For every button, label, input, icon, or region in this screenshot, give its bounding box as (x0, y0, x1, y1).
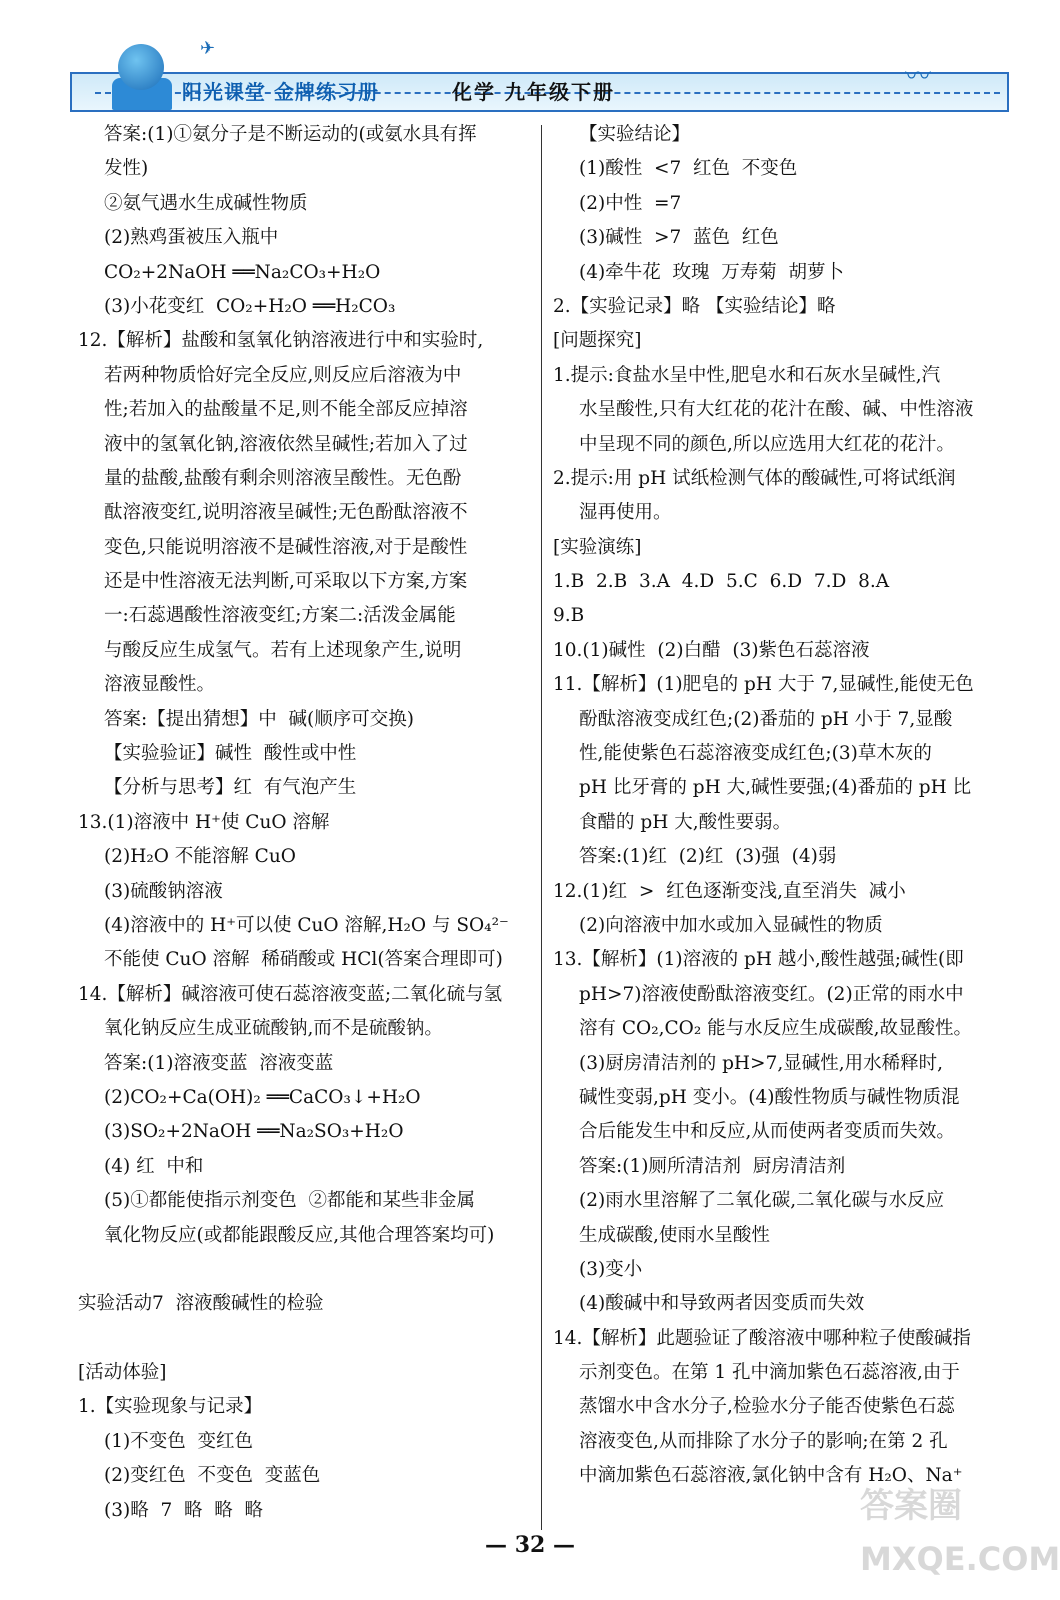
text-line: 实验活动7 溶液酸碱性的检验 (78, 1293, 324, 1315)
text-line: 不能使 CuO 溶解 稀硝酸或 HCl(答案合理即可) (104, 949, 503, 971)
text-line: 溶有 CO₂,CO₂ 能与水反应生成碳酸,故显酸性。 (579, 1018, 972, 1040)
text-line: (1)不变色 变红色 (104, 1430, 253, 1452)
text-line: (2)熟鸡蛋被压入瓶中 (104, 227, 279, 249)
watermark-url: MXQE.COM (860, 1540, 1060, 1578)
text-line: (3)硫酸钠溶液 (104, 880, 223, 902)
text-line: 食醋的 pH 大,酸性要弱。 (579, 811, 792, 833)
text-line: [实验演练] (553, 536, 642, 558)
text-line: 蒸馏水中含水分子,检验水分子能否使紫色石蕊 (579, 1396, 955, 1418)
text-line: 性;若加入的盐酸量不足,则不能全部反应掉溶 (104, 399, 468, 421)
text-line: 【分析与思考】红 有气泡产生 (104, 777, 357, 799)
text-line: 溶液显酸性。 (104, 674, 216, 696)
watermark-logo: 答案圈 (860, 1486, 962, 1526)
text-line: (3)碱性 >7 蓝色 红色 (579, 227, 779, 249)
column-divider (541, 125, 542, 1530)
text-line: 【实验验证】碱性 酸性或中性 (104, 743, 357, 765)
text-line: 12.(1)红 > 红色逐渐变浅,直至消失 减小 (553, 880, 906, 902)
text-line: 10.(1)碱性 (2)白醋 (3)紫色石蕊溶液 (553, 639, 870, 661)
text-line: [活动体验] (78, 1362, 167, 1384)
text-line: 氧化物反应(或都能跟酸反应,其他合理答案均可) (104, 1224, 495, 1246)
text-line: 合后能发生中和反应,从而使两者变质而失效。 (579, 1121, 955, 1143)
text-line: 13.(1)溶液中 H⁺使 CuO 溶解 (78, 811, 330, 833)
text-line: (3)厨房清洁剂的 pH>7,显碱性,用水稀释时, (579, 1052, 943, 1074)
text-line: 示剂变色。在第 1 孔中滴加紫色石蕊溶液,由于 (579, 1362, 960, 1384)
text-line: (3)小花变红 CO₂+H₂O ══H₂CO₃ (104, 295, 396, 317)
text-line: 酚酞溶液变成红色;(2)番茄的 pH 小于 7,显酸 (579, 708, 953, 730)
text-line: (3)变小 (579, 1258, 643, 1280)
text-line: 与酸反应生成氢气。若有上述现象产生,说明 (104, 639, 462, 661)
text-line: (2)变红色 不变色 变蓝色 (104, 1465, 321, 1487)
page-number: — 32 — (485, 1532, 575, 1558)
text-line: 中呈现不同的颜色,所以应选用大红花的花汁。 (579, 433, 955, 455)
right-column (553, 118, 1008, 1494)
text-line: (2)向溶液中加水或加入显碱性的物质 (579, 914, 883, 936)
text-line: (2)雨水里溶解了二氧化碳,二氧化碳与水反应 (579, 1190, 945, 1212)
text-line: 2.提示:用 pH 试纸检测气体的酸碱性,可将试纸润 (553, 467, 956, 489)
text-line: 生成碳酸,使雨水呈酸性 (579, 1224, 770, 1246)
book-subject: 化学 九年级下册 (452, 80, 615, 104)
text-line: 1.B 2.B 3.A 4.D 5.C 6.D 7.D 8.A (553, 571, 890, 593)
text-line: 液中的氢氧化钠,溶液依然呈碱性;若加入了过 (104, 433, 468, 455)
text-line: (3)略 7 略 略 略 (104, 1499, 264, 1521)
text-line: 9.B (553, 605, 585, 627)
text-line: 2.【实验记录】略 【实验结论】略 (553, 295, 836, 317)
text-line: 溶液变色,从而排除了水分子的影响;在第 2 孔 (579, 1430, 948, 1452)
logo-icon (118, 44, 164, 90)
text-line (78, 1253, 530, 1287)
text-line: CO₂+2NaOH ══Na₂CO₃+H₂O (104, 261, 381, 283)
text-line: (2)中性 =7 (579, 192, 682, 214)
text-line: 氧化钠反应生成亚硫酸钠,而不是硫酸钠。 (104, 1018, 443, 1040)
text-line: ②氨气遇水生成碱性物质 (104, 192, 308, 214)
text-line: 1.【实验现象与记录】 (78, 1396, 263, 1418)
text-line: [问题探究] (553, 330, 642, 352)
text-line: (4)酸碱中和导致两者因变质而失效 (579, 1293, 865, 1315)
text-line: (4)溶液中的 H⁺可以使 CuO 溶解,H₂O 与 SO₄²⁻ (104, 914, 509, 936)
text-line: (3)SO₂+2NaOH ══Na₂SO₃+H₂O (104, 1121, 404, 1143)
text-line: 14.【解析】碱溶液可使石蕊溶液变蓝;二氧化硫与氢 (78, 983, 503, 1005)
text-line: 一:石蕊遇酸性溶液变红;方案二:活泼金属能 (104, 605, 456, 627)
text-line: 答案:【提出猜想】中 碱(顺序可交换) (104, 708, 414, 730)
text-line: 还是中性溶液无法判断,可采取以下方案,方案 (104, 571, 468, 593)
text-line: pH>7)溶液使酚酞溶液变红。(2)正常的雨水中 (579, 983, 964, 1005)
text-line: 11.【解析】(1)肥皂的 pH 大于 7,显碱性,能使无色 (553, 674, 974, 696)
text-line: 答案:(1)溶液变蓝 溶液变蓝 (104, 1052, 334, 1074)
text-line: 答案:(1)红 (2)红 (3)强 (4)弱 (579, 846, 837, 868)
text-line: (2)CO₂+Ca(OH)₂ ══CaCO₃↓+H₂O (104, 1086, 421, 1108)
text-line: 性,能使紫色石蕊溶液变成红色;(3)草木灰的 (579, 743, 932, 765)
text-line: 碱性变弱,pH 变小。(4)酸性物质与碱性物质混 (579, 1086, 960, 1108)
text-line: (4)牵牛花 玫瑰 万寿菊 胡萝卜 (579, 261, 844, 283)
text-line: 酞溶液变红,说明溶液呈碱性;无色酚酞溶液不 (104, 502, 468, 524)
text-line: (4) 红 中和 (104, 1155, 204, 1177)
birds-icon: 〰 (905, 62, 932, 92)
text-line: pH 比牙膏的 pH 大,碱性要强;(4)番茄的 pH 比 (579, 777, 972, 799)
text-line: 答案:(1)厕所清洁剂 厨房清洁剂 (579, 1155, 846, 1177)
paper-plane-icon: ✈ (200, 38, 216, 59)
text-line: 1.提示:食盐水呈中性,肥皂水和石灰水呈碱性,汽 (553, 364, 941, 386)
text-line: 湿再使用。 (579, 502, 672, 524)
text-line: 【实验结论】 (579, 124, 691, 145)
text-line (78, 1322, 530, 1356)
text-line: 14.【解析】此题验证了酸溶液中哪种粒子使酸碱指 (553, 1327, 971, 1349)
left-column (78, 118, 530, 1528)
text-line: 若两种物质恰好完全反应,则反应后溶液为中 (104, 364, 462, 386)
text-line: (5)①都能使指示剂变色 ②都能和某些非金属 (104, 1190, 475, 1212)
text-line: 变色,只能说明溶液不是碱性溶液,对于是酸性 (104, 536, 468, 558)
text-line: 量的盐酸,盐酸有剩余则溶液呈酸性。无色酚 (104, 467, 462, 489)
text-line: 发性) (104, 158, 149, 180)
text-line: (2)H₂O 不能溶解 CuO (104, 846, 296, 868)
text-line: (1)酸性 <7 红色 不变色 (579, 158, 798, 180)
text-line: 答案:(1)①氨分子是不断运动的(或氨水具有挥 (104, 124, 477, 145)
text-line: 13.【解析】(1)溶液的 pH 越小,酸性越强;碱性(即 (553, 949, 964, 971)
text-line: 12.【解析】盐酸和氢氧化钠溶液进行中和实验时, (78, 330, 484, 352)
text-line: 水呈酸性,只有大红花的花汁在酸、碱、中性溶液 (579, 399, 974, 421)
series-brand: 阳光课堂 金牌练习册 (182, 80, 379, 104)
text-line: 中滴加紫色石蕊溶液,氯化钠中含有 H₂O、Na⁺ (579, 1465, 963, 1487)
page-header (0, 0, 1060, 120)
